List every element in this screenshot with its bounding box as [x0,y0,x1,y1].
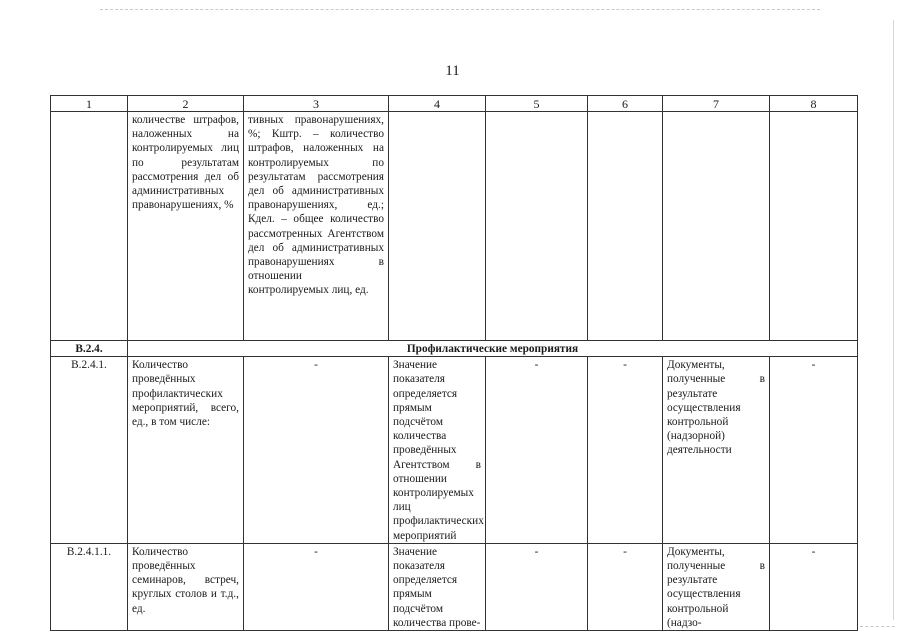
cell-formula: - [244,543,389,630]
col-number-6: 6 [588,96,663,112]
cell-col5: - [486,357,588,544]
cell-col6: - [588,543,663,630]
cell-code [51,112,128,341]
col-number-4: 4 [389,96,486,112]
cell-col5 [486,112,588,341]
cell-calculation-method: Значение показателя определяется прямым подсчётом количества проведённых Агентством в отношении контролируемых лиц профилактических мероприятий [389,357,486,544]
scan-artifact-bottom [860,626,895,628]
cell-code: В.2.4.1. [51,357,128,544]
cell-col8 [770,112,858,341]
col-number-7: 7 [663,96,770,112]
section-row [51,341,858,357]
cell-indicator-name: количестве штрафов, наложенных на контролируемых лиц по результатам рассмотрения дел об административных правонарушениях, % [128,112,244,341]
cell-col8: - [770,357,858,544]
cell-col6 [588,112,663,341]
col-number-3: 3 [244,96,389,112]
table-row [51,357,858,544]
cell-code: В.2.4.1.1. [51,543,128,630]
table-row [51,543,858,630]
indicator-table [50,95,858,631]
cell-col5: - [486,543,588,630]
scan-artifact-right-edge [893,20,894,620]
cell-calculation-method: Значение показателя определяется прямым подсчётом количества прове- [389,543,486,630]
col-number-1: 1 [51,96,128,112]
cell-formula: - [244,357,389,544]
scan-artifact-top [100,9,820,11]
cell-col7 [663,112,770,341]
cell-indicator-name: Количество проведённых семинаров, встреч, круглых столов и т.д., ед. [128,543,244,630]
column-number-row [51,96,858,112]
section-code: В.2.4. [51,341,128,357]
cell-formula: тивных правонарушениях, %; Кштр. – количество штрафов, наложенных на контролируемых по результатам рассмотрения дел об административных правонарушениях, ед.; Кдел. – общее количество рассмотренных Агентством дел об административных правонарушениях в отношении контролируемых лиц, ед. [244,112,389,341]
cell-source-documents: Документы, полученные в результате осуществления контрольной (надзорной) деятельности [663,357,770,544]
cell-source-documents: Документы, полученные в результате осуществления контрольной (надзо- [663,543,770,630]
col-number-8: 8 [770,96,858,112]
page-number: 11 [445,63,460,79]
col-number-2: 2 [128,96,244,112]
col-number-5: 5 [486,96,588,112]
cell-col8: - [770,543,858,630]
cell-col6: - [588,357,663,544]
table-row-continuation [51,112,858,341]
section-title: Профилактические мероприятия [128,341,858,357]
cell-col4 [389,112,486,341]
cell-indicator-name: Количество проведённых профилактических мероприятий, всего, ед., в том числе: [128,357,244,544]
